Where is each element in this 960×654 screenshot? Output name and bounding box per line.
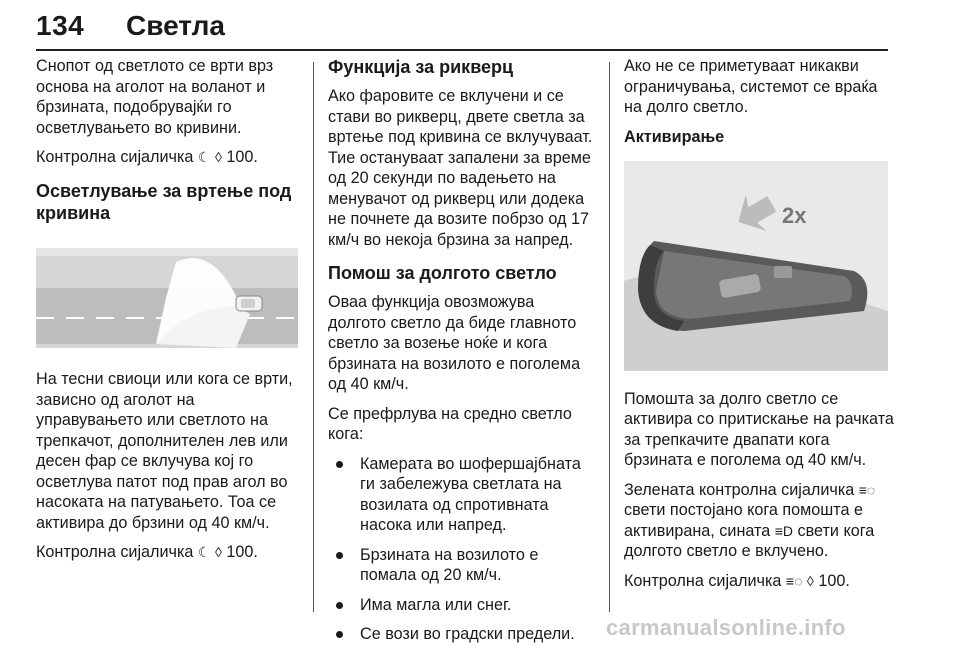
- conditions-list: [328, 454, 596, 645]
- bullet-icon: [336, 461, 343, 468]
- section-heading: Функција за рикверц: [328, 57, 514, 77]
- page-header: [36, 4, 888, 44]
- high-beam-icon: ≡D: [774, 522, 794, 539]
- indicator-reference: Контролна сијаличка ≡◌ ◊ 100.: [624, 571, 850, 590]
- paragraph: Зелената контролна сијаличка ≡◌ свети постојано кога помошта е активирана, сината ≡D свети кога долгото светло е вклучено.: [624, 480, 876, 560]
- list-item: Камерата во шофершајбната ги забележува светлата на возилата од спротивната насока или напред.: [328, 454, 596, 536]
- paragraph: Оваа функција овозможува долгото светло да биде главното светло за возење ноќе и кога брзината на возилото е поголема од 40 км/ч.: [328, 293, 581, 393]
- cornering-light-illustration: [36, 248, 298, 348]
- section-heading: Помош за долгото светло: [328, 263, 557, 283]
- column-divider-2: [609, 62, 610, 612]
- list-item: Има магла или снег.: [328, 595, 596, 616]
- section-heading: Активирање: [624, 127, 725, 146]
- page-title: Светла: [126, 10, 225, 41]
- page-ref-icon: ◊: [214, 544, 222, 560]
- column-3: [624, 56, 896, 600]
- page-number: 134: [36, 10, 85, 41]
- high-beam-assist-icon: ≡◌: [785, 572, 803, 589]
- indicator-reference: Контролна сијаличка ☾ ◊ 100.: [36, 543, 258, 561]
- paragraph: Ако фаровите се вклучени и се стави во рикверц, двете светла за вртење под кривина се вклучуваат. Тие остануваат запалени за време од 20 секунди по вадењето на менувачот од рикверц или додека не почнете да возите побрзо од 17 км/ч во некоја брзина за напред.: [328, 87, 593, 249]
- paragraph: Помошта за долго светло се активира со притискање на рачката за трепкачите двапати кога брзината е поголема од 40 км/ч.: [624, 389, 894, 469]
- watermark[interactable]: carmanualsonline.info: [606, 615, 846, 640]
- column-1: [36, 56, 298, 572]
- column-divider-1: [313, 62, 314, 612]
- page-link[interactable]: 100.: [818, 571, 850, 590]
- paragraph: На тесни свиоци или кога се врти, зависно од аголот на управувањето или светлото на трепкачот, дополнителен лев или десен фар се вклучува кој го осветлува патот под прав агол во насоката на патувањето. Тоа се активира до брзини од 40 км/ч.: [36, 370, 293, 532]
- section-heading: Осветлување за вртење под кривина: [36, 180, 292, 223]
- cornering-light-icon: ☾: [197, 149, 211, 165]
- paragraph: Снопот од светлото се врти врз основа на аголот на воланот и брзината, подобрувајќи го осветлувањето во кривини.: [36, 57, 274, 137]
- bullet-icon: [336, 552, 343, 559]
- press-twice-label: 2x: [782, 203, 807, 228]
- bullet-icon: [336, 631, 343, 638]
- page-link[interactable]: 100.: [226, 148, 258, 166]
- page-ref-icon: ◊: [214, 149, 222, 165]
- header-rule: [36, 49, 888, 51]
- indicator-reference: Контролна сијаличка ☾ ◊ 100.: [36, 148, 258, 166]
- turn-signal-lever-illustration: [624, 161, 888, 371]
- high-beam-assist-icon: ≡◌: [858, 481, 876, 498]
- paragraph: Ако не се приметуваат никакви ограничувања, системот се враќа на долго светло.: [624, 57, 878, 116]
- page-link[interactable]: 100.: [226, 543, 258, 561]
- bullet-icon: [336, 602, 343, 609]
- list-item: Се вози во градски предели.: [328, 624, 596, 645]
- page-ref-icon: ◊: [806, 572, 814, 589]
- paragraph: Се префрлува на средно светло кога:: [328, 404, 572, 443]
- column-2: [328, 56, 596, 654]
- cornering-light-icon: ☾: [197, 544, 211, 560]
- list-item: Брзината на возилото е помала од 20 км/ч.: [328, 545, 596, 586]
